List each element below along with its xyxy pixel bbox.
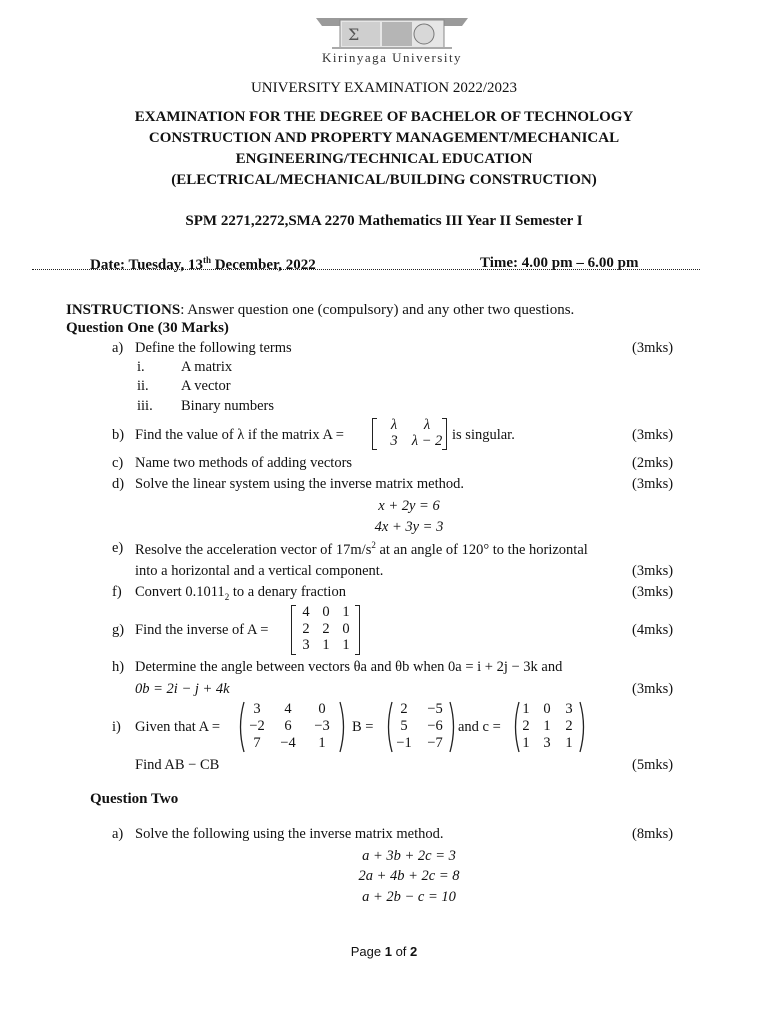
date-suffix: December, 2022 xyxy=(210,257,316,273)
q1a-item-num: i. xyxy=(137,359,145,375)
matrix-cell: −7 xyxy=(427,735,443,751)
q1a-item-num: iii. xyxy=(137,398,153,414)
matrix-bracket-left xyxy=(372,418,377,450)
q1f-text xyxy=(135,584,346,602)
matrix-cell: λ − 2 xyxy=(411,433,443,449)
matrix-cell: 2 xyxy=(565,718,573,734)
page-number-of: of xyxy=(391,944,411,959)
q1i-matrix-b xyxy=(390,701,452,752)
exam-title: UNIVERSITY EXAMINATION 2022/2023 xyxy=(250,80,518,96)
instructions-text: : Answer question one (compulsory) and any other two questions. xyxy=(180,302,575,318)
q1d-equation: 4x + 3y = 3 xyxy=(374,519,444,535)
q1f-pre: Convert 0.1011 xyxy=(135,584,225,600)
q1g-marks: (4mks) xyxy=(632,622,674,638)
q1i-c-label: and c = xyxy=(458,719,501,735)
matrix-cell: 0 xyxy=(322,604,330,620)
matrix-cell: 0 xyxy=(543,701,551,717)
date-prefix: Date: Tuesday, 13 xyxy=(90,257,203,273)
matrix-cell: −4 xyxy=(280,735,296,751)
q1b-label: b) xyxy=(112,427,125,443)
q1i-find: Find AB − CB xyxy=(135,757,220,773)
matrix-cell: 5 xyxy=(400,718,408,734)
matrix-cell: λ xyxy=(390,417,398,433)
q1f-post: to a denary fraction xyxy=(229,584,346,600)
degree-line-2: CONSTRUCTION AND PROPERTY MANAGEMENT/MECHANICAL xyxy=(148,130,620,146)
q1a-item-text: A vector xyxy=(181,378,231,394)
q1a-text: Define the following terms xyxy=(135,340,292,356)
q1d-marks: (3mks) xyxy=(632,476,674,492)
question-one-title: Question One (30 Marks) xyxy=(66,320,229,336)
university-name: Kirinyaga University xyxy=(321,50,463,65)
q1c-text: Name two methods of adding vectors xyxy=(135,455,353,471)
q1i-matrix-a xyxy=(243,701,339,752)
q1i-text: Given that A = xyxy=(135,719,221,735)
header-divider xyxy=(32,269,700,270)
q2a-equation: 2a + 4b + 2c = 8 xyxy=(358,868,460,884)
matrix-cell: 3 xyxy=(565,701,573,717)
degree-line-4: (ELECTRICAL/MECHANICAL/BUILDING CONSTRUCTION) xyxy=(171,172,597,188)
matrix-cell: 2 xyxy=(400,701,408,717)
matrix-cell: 1 xyxy=(522,735,530,751)
matrix-cell: 2 xyxy=(322,620,330,637)
q2a-text: Solve the following using the inverse matrix method. xyxy=(135,826,444,842)
page-current: 1 xyxy=(384,944,392,959)
q1e-marks: (3mks) xyxy=(632,563,674,579)
q1c-label: c) xyxy=(112,455,124,471)
matrix-cell: 3 xyxy=(253,701,261,717)
matrix-cell: 1 xyxy=(342,604,350,620)
matrix-cell: 0 xyxy=(318,701,326,717)
matrix-cell: 4 xyxy=(302,604,310,620)
degree-line-1: EXAMINATION FOR THE DEGREE OF BACHELOR OF TECHNOLOGY xyxy=(134,109,634,125)
matrix-cell: 3 xyxy=(302,637,310,653)
page-total: 2 xyxy=(410,944,418,959)
page-number-prefix: Page xyxy=(350,944,385,959)
exam-time: Time: 4.00 pm – 6.00 pm xyxy=(480,255,639,271)
q1d-equation: x + 2y = 6 xyxy=(378,498,440,514)
instructions xyxy=(66,302,574,319)
university-logo xyxy=(312,12,472,64)
q1d-label: d) xyxy=(112,476,125,492)
q1a-item-text: A matrix xyxy=(181,359,233,375)
q1b-post: is singular. xyxy=(452,427,515,443)
q1d-text: Solve the linear system using the inverse matrix method. xyxy=(135,476,465,492)
question-two-title: Question Two xyxy=(90,791,179,807)
q1i-marks: (5mks) xyxy=(632,757,674,773)
matrix-cell: 3 xyxy=(390,433,398,449)
instructions-label: INSTRUCTIONS xyxy=(66,302,181,318)
matrix-cell: 2 xyxy=(302,620,310,637)
q1h-marks: (3mks) xyxy=(632,681,674,697)
q1a-item-num: ii. xyxy=(137,378,149,394)
q1e-sup: 2 xyxy=(371,540,376,550)
q1b-matrix xyxy=(380,417,446,449)
matrix-cell: 1 xyxy=(522,701,530,717)
q1i-matrix-c xyxy=(516,701,580,752)
paren-right-icon xyxy=(338,700,348,754)
q1a-label: a) xyxy=(112,340,124,356)
q1h-line1: Determine the angle between vectors θa and θb when 0a = i + 2j − 3k and xyxy=(135,659,563,675)
matrix-cell: 6 xyxy=(284,718,292,734)
q2a-label: a) xyxy=(112,826,124,842)
q1g-label: g) xyxy=(112,622,125,638)
q1b-marks: (3mks) xyxy=(632,427,674,443)
matrix-cell: 1 xyxy=(342,637,350,653)
q1a-item-text: Binary numbers xyxy=(181,398,275,414)
q1b-text: Find the value of λ if the matrix A = xyxy=(135,427,344,443)
matrix-cell: 1 xyxy=(543,718,551,734)
paren-right-icon xyxy=(578,700,588,754)
svg-text:Σ: Σ xyxy=(348,25,360,44)
date-sup: th xyxy=(202,255,211,265)
matrix-cell: −3 xyxy=(314,718,330,734)
page-number xyxy=(0,944,768,959)
q1h-line2: 0b = 2i − j + 4k xyxy=(135,681,230,697)
matrix-cell: λ xyxy=(423,417,431,433)
q1i-label: i) xyxy=(112,719,121,735)
matrix-cell: 1 xyxy=(565,735,573,751)
matrix-cell: 1 xyxy=(322,637,330,653)
matrix-cell: 1 xyxy=(318,735,326,751)
q1e-text-a: Resolve the acceleration vector of 17m/s xyxy=(135,541,372,558)
q1e-label: e) xyxy=(112,540,124,556)
degree-line-3: ENGINEERING/TECHNICAL EDUCATION xyxy=(235,151,533,167)
q1a-marks: (3mks) xyxy=(632,340,674,356)
q1e-line2: into a horizontal and a vertical component. xyxy=(135,563,384,579)
q1e-text-b: at an angle of 120° to the horizontal xyxy=(375,541,588,558)
q1f-marks: (3mks) xyxy=(632,584,674,600)
matrix-cell: 0 xyxy=(342,620,350,637)
paren-right-icon xyxy=(448,700,458,754)
q1g-text: Find the inverse of A = xyxy=(135,622,269,638)
matrix-bracket-right xyxy=(355,605,360,655)
q1f-label: f) xyxy=(112,584,122,600)
course-title: SPM 2271,2272,SMA 2270 Mathematics III Year II Semester I xyxy=(185,213,583,229)
q2a-equation: a + 2b − c = 10 xyxy=(362,889,456,905)
q2a-marks: (8mks) xyxy=(632,826,674,842)
logo-emblem-icon xyxy=(312,12,472,52)
q1g-matrix xyxy=(296,604,356,654)
matrix-bracket-right xyxy=(442,418,447,450)
q1e-line1 xyxy=(135,540,588,559)
exam-date xyxy=(90,255,316,274)
q1f-sub: 2 xyxy=(224,591,230,602)
q2a-equation: a + 3b + 2c = 3 xyxy=(362,848,456,864)
matrix-cell: 2 xyxy=(522,718,530,734)
matrix-cell: −5 xyxy=(427,701,443,717)
q1h-label: h) xyxy=(112,659,125,675)
matrix-cell: −6 xyxy=(427,718,443,734)
matrix-cell: 4 xyxy=(284,701,292,717)
matrix-cell: 3 xyxy=(543,735,551,751)
q1c-marks: (2mks) xyxy=(632,455,674,471)
matrix-cell: −2 xyxy=(249,718,265,734)
matrix-cell: −1 xyxy=(396,735,412,751)
q1i-b-label: B = xyxy=(352,719,374,735)
matrix-cell: 7 xyxy=(253,735,261,751)
